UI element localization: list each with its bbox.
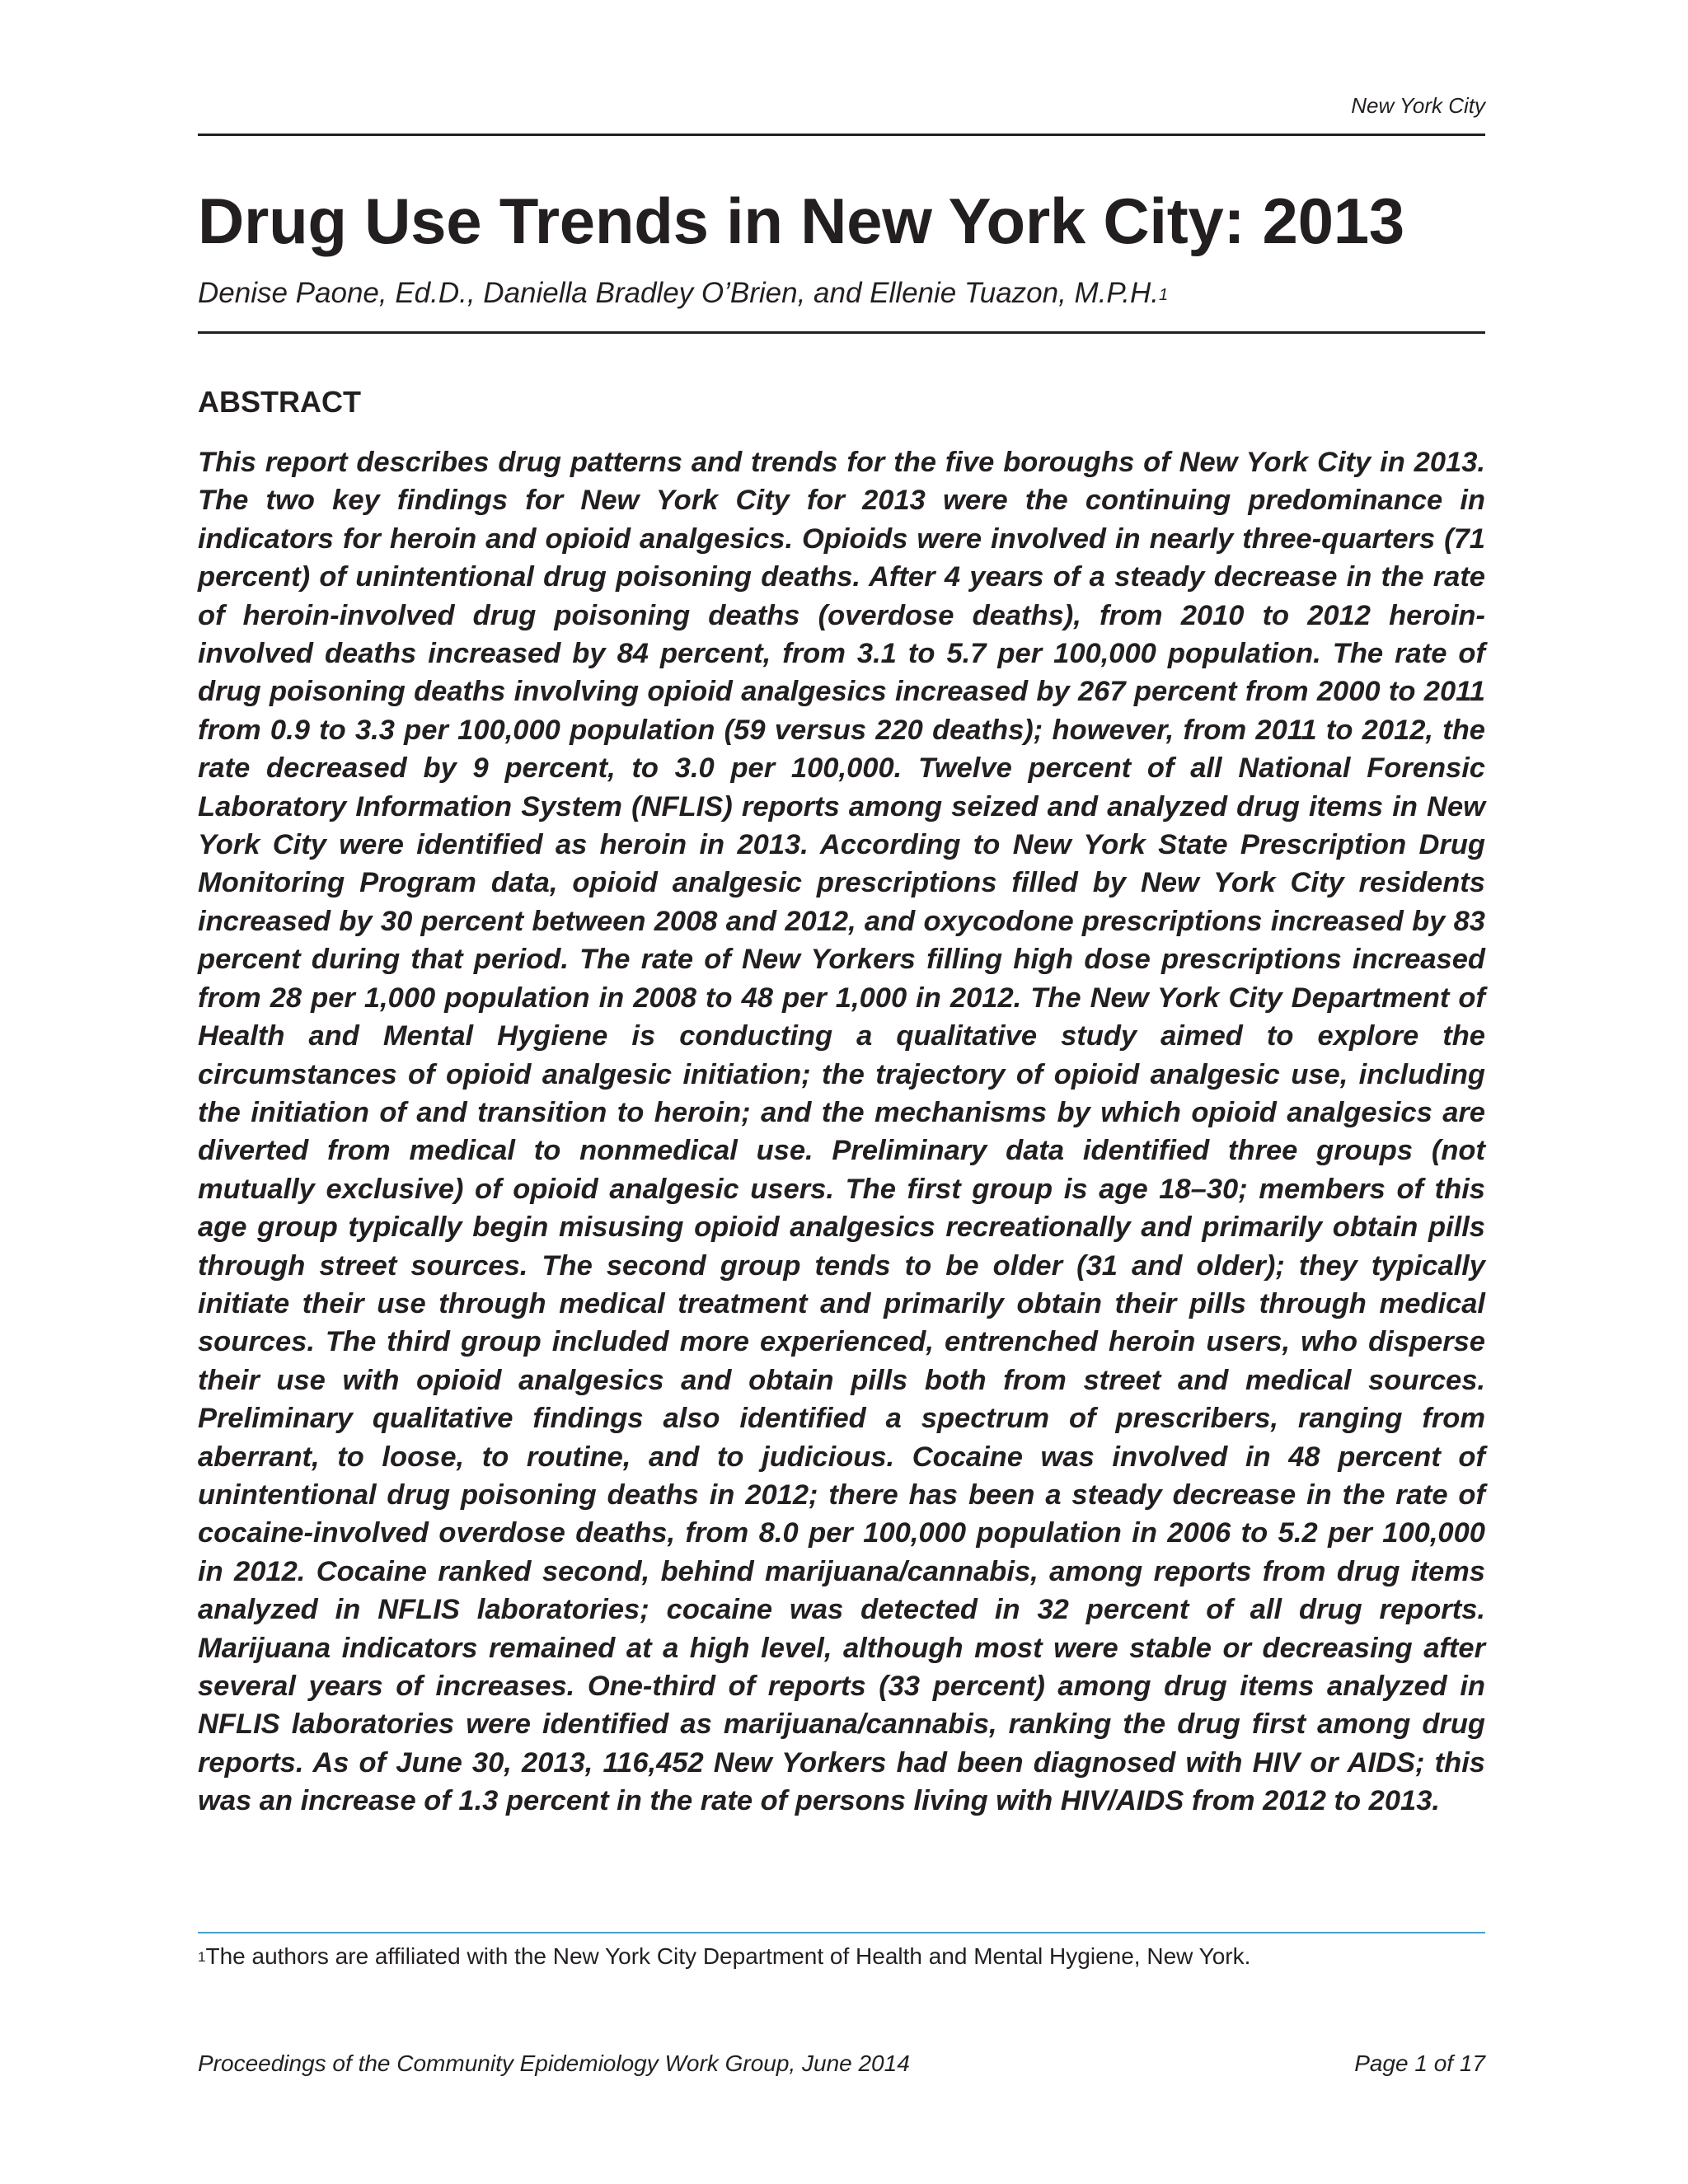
running-head: New York City [1351, 93, 1485, 118]
footer-page-number: Page 1 of 17 [1354, 2050, 1485, 2076]
document-page [198, 0, 1485, 2184]
footer-proceedings: Proceedings of the Community Epidemiology Work Group, June 2014 [198, 2050, 910, 2076]
header-rule [198, 134, 1485, 136]
title-rule [198, 331, 1485, 334]
footnote-mark: 1 [198, 1949, 206, 1965]
footnote-rule [198, 1932, 1485, 1933]
footnote [198, 1942, 1250, 1971]
footnote-text: The authors are affiliated with the New York City Department of Health and Mental Hygiene, New York. [205, 1943, 1251, 1969]
abstract-body: This report describes drug patterns and trends for the five boroughs of New York City in 2013. The two key findings for New York City for 2013 were the continuing predominance in indicators for heroin and opioid analgesics. Opioids were involved in nearly three-quarters (71 percent) of unintentional drug poisoning deaths. After 4 years of a steady decrease in the rate of heroin-involved drug poisoning deaths (overdose deaths), from 2010 to 2012 heroin-involved deaths increased by 84 percent, from 3.1 to 5.7 per 100,000 population. The rate of drug poisoning deaths involving opioid analgesics increased by 267 percent from 2000 to 2011 from 0.9 to 3.3 per 100,000 population (59 versus 220 deaths); however, from 2011 to 2012, the rate decreased by 9 percent, to 3.0 per 100,000. Twelve percent of all National Forensic Laboratory Information System (NFLIS) reports among seized and analyzed drug items in New York City were identified as heroin in 2013. According to New York State Prescription Drug Monitoring Program data, opioid analgesic prescriptions filled by New York City residents increased by 30 percent between 2008 and 2012, and oxycodone prescriptions increased by 83 percent during that period. The rate of New Yorkers filling high dose prescriptions increased from 28 per 1,000 population in 2008 to 48 per 1,000 in 2012. The New York City Department of Health and Mental Hygiene is conducting a qualitative study aimed to explore the circumstances of opioid analgesic initiation; the trajectory of opioid analgesic use, including the initiation of and transition to heroin; and the mechanisms by which opioid analgesics are diverted from medical to nonmedical use. Preliminary data identified three groups (not mutually exclusive) of opioid analgesic users. The first group is age 18–30; members of this age group typically begin misusing opioid analgesics recreationally and primarily obtain pills through street sources. The second group tends to be older (31 and older); they typically initiate their use through medical treatment and primarily obtain their pills through medical sources. The third group included more experienced, entrenched heroin users, who disperse their use with opioid analgesics and obtain pills both from street and medical sources. Preliminary qualitative findings also identified a spectrum of prescribers, ranging from aberrant, to loose, to routine, and to judicious. Cocaine was involved in 48 percent of unintentional drug poisoning deaths in 2012; there has been a steady decrease in the rate of cocaine-involved overdose deaths, from 8.0 per 100,000 population in 2006 to 5.2 per 100,000 in 2012. Cocaine ranked second, behind marijuana/cannabis, among reports from drug items analyzed in NFLIS laboratories; cocaine was detected in 32 percent of all drug reports. Marijuana indicators remained at a high level, although most were stable or decreasing after several years of increases. One-third of reports (33 percent) among drug items analyzed in NFLIS laboratories were identified as marijuana/cannabis, ranking the drug first among drug reports. As of June 30, 2013, 116,452 New Yorkers had been diagnosed with HIV or AIDS; this was an increase of 1.3 percent in the rate of persons living with HIV/​AIDS from 2012 to 2013. [198, 447, 1485, 1817]
article-title: Drug Use Trends in New York City: 2013 [198, 185, 1404, 257]
abstract-heading: ABSTRACT [198, 385, 361, 419]
author-footnote-mark: 1 [1159, 286, 1169, 304]
author-names: Denise Paone, Ed.D., Daniella Bradley O’Brien, and Ellenie Tuazon, M.P.H. [198, 277, 1159, 309]
author-line [198, 275, 1168, 312]
